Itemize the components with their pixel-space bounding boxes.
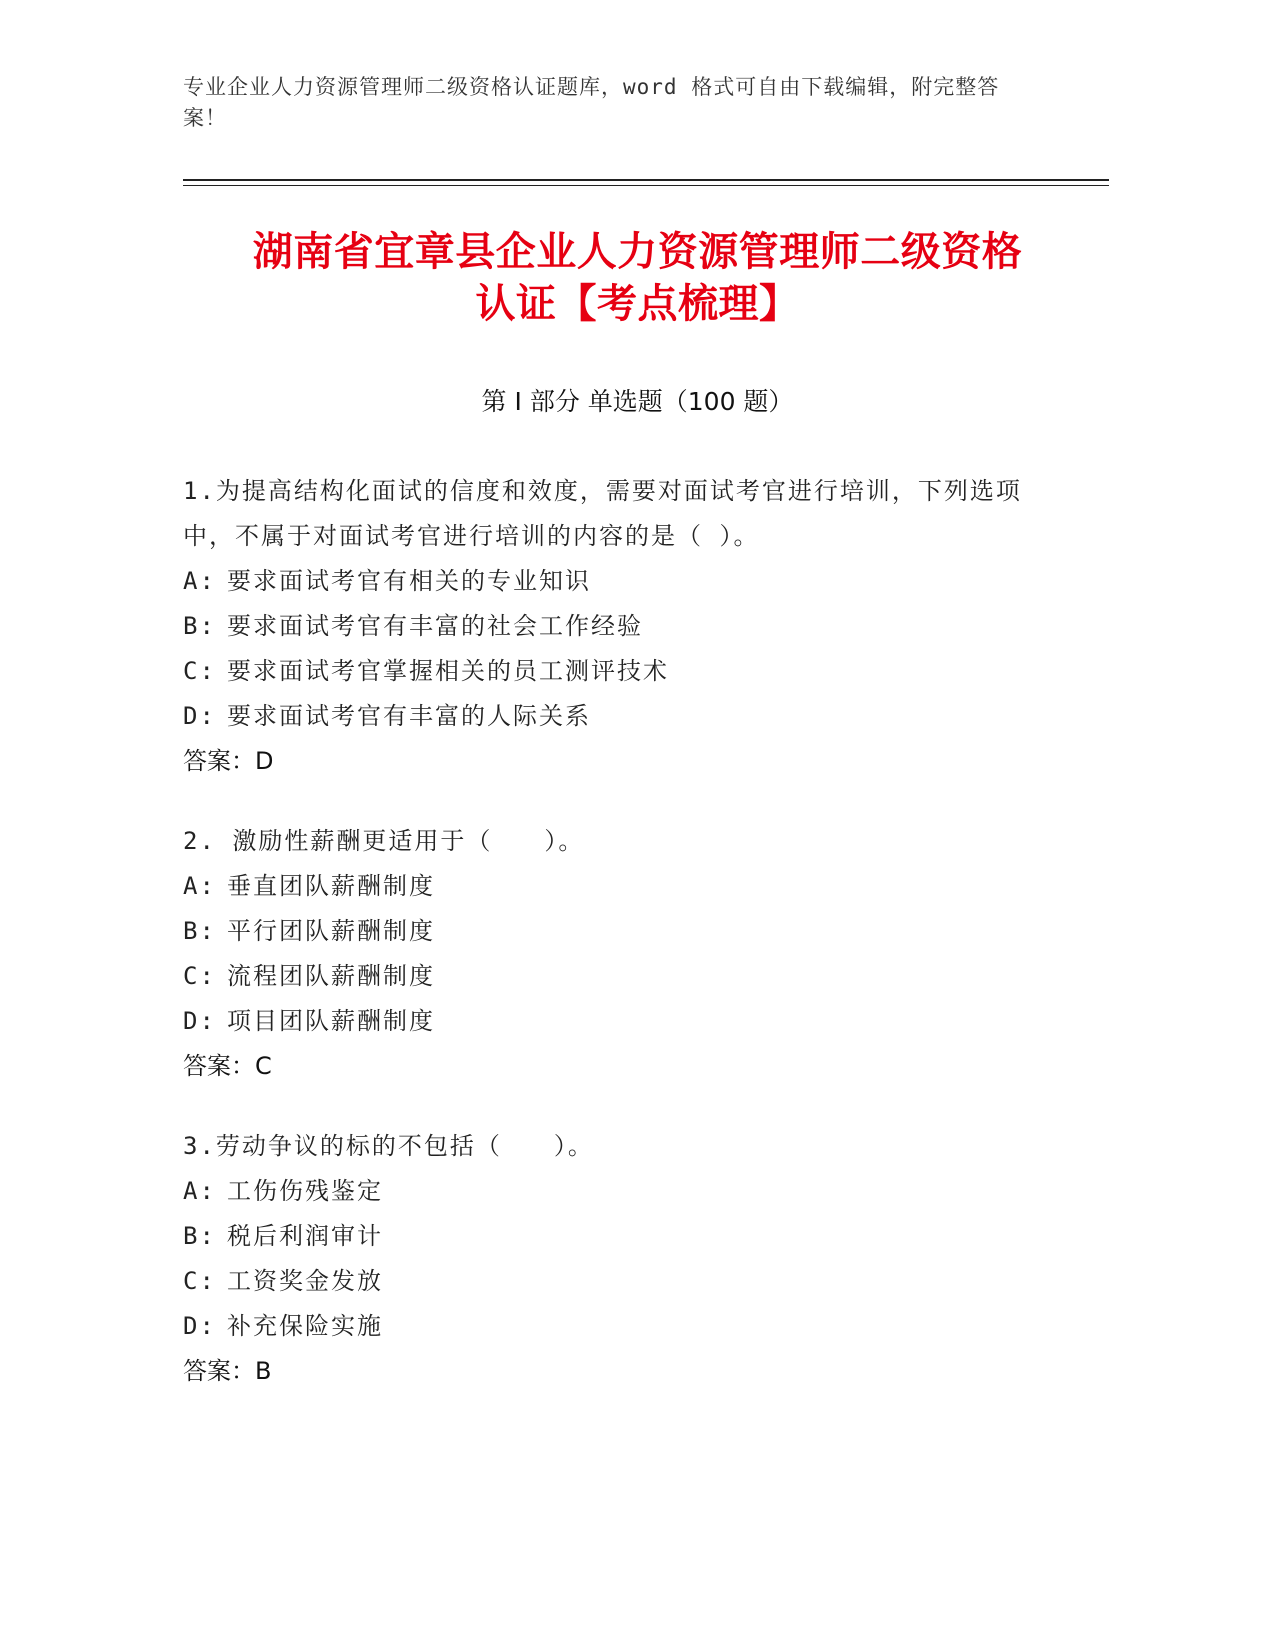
answer-text: 答案：B bbox=[183, 1357, 272, 1385]
option-text: 要求面试考官有丰富的社会工作经验 bbox=[227, 612, 643, 640]
option-text: 项目团队薪酬制度 bbox=[227, 1007, 435, 1035]
document-title-line-1: 湖南省宜章县企业人力资源管理师二级资格 bbox=[252, 229, 1023, 275]
option-d bbox=[183, 999, 1063, 1044]
answer-text: 答案：D bbox=[183, 747, 274, 775]
option-a bbox=[183, 559, 1063, 604]
option-text: 垂直团队薪酬制度 bbox=[227, 872, 435, 900]
option-a bbox=[183, 864, 1063, 909]
header-note: 专业企业人力资源管理师二级资格认证题库，word 格式可自由下载编辑，附完整答案！ bbox=[183, 75, 1000, 130]
option-letter: D: bbox=[183, 1312, 216, 1340]
option-text: 流程团队薪酬制度 bbox=[227, 962, 435, 990]
option-letter: D: bbox=[183, 1007, 216, 1035]
option-text: 平行团队薪酬制度 bbox=[227, 917, 435, 945]
question-stem: 3.劳动争议的标的不包括（ ）。 bbox=[183, 1132, 594, 1160]
document-title-line-2: 认证【考点梳理】 bbox=[475, 281, 800, 327]
question-stem: 1.为提高结构化面试的信度和效度，需要对面试考官进行培训，下列选项中，不属于对面试考官进行培训的内容的是（ ）。 bbox=[183, 477, 1022, 550]
question-1 bbox=[183, 469, 1063, 784]
option-letter: B: bbox=[183, 612, 216, 640]
option-letter: A: bbox=[183, 567, 216, 595]
option-letter: A: bbox=[183, 872, 216, 900]
option-letter: B: bbox=[183, 917, 216, 945]
answer-text: 答案：C bbox=[183, 1052, 272, 1080]
option-text: 要求面试考官有丰富的人际关系 bbox=[227, 702, 591, 730]
option-text: 税后利润审计 bbox=[227, 1222, 383, 1250]
option-c bbox=[183, 1259, 1063, 1304]
option-b bbox=[183, 1214, 1063, 1259]
option-text: 补充保险实施 bbox=[227, 1312, 383, 1340]
header-divider-thin bbox=[183, 185, 1109, 186]
option-letter: B: bbox=[183, 1222, 216, 1250]
question-2 bbox=[183, 819, 1063, 1089]
document-title bbox=[150, 226, 1125, 330]
header-divider-thick bbox=[183, 179, 1109, 181]
option-text: 工资奖金发放 bbox=[227, 1267, 383, 1295]
option-c bbox=[183, 649, 1063, 694]
option-c bbox=[183, 954, 1063, 999]
option-b bbox=[183, 604, 1063, 649]
question-stem: 2. 激励性薪酬更适用于（ ）。 bbox=[183, 827, 585, 855]
option-letter: C: bbox=[183, 657, 216, 685]
section-title: 第 I 部分 单选题（100 题） bbox=[481, 387, 794, 416]
option-text: 工伤伤残鉴定 bbox=[227, 1177, 383, 1205]
option-text: 要求面试考官掌握相关的员工测评技术 bbox=[227, 657, 669, 685]
option-b bbox=[183, 909, 1063, 954]
option-d bbox=[183, 694, 1063, 739]
option-text: 要求面试考官有相关的专业知识 bbox=[227, 567, 591, 595]
option-letter: C: bbox=[183, 962, 216, 990]
option-letter: D: bbox=[183, 702, 216, 730]
question-3 bbox=[183, 1124, 1063, 1394]
option-a bbox=[183, 1169, 1063, 1214]
option-letter: C: bbox=[183, 1267, 216, 1295]
option-d bbox=[183, 1304, 1063, 1349]
option-letter: A: bbox=[183, 1177, 216, 1205]
